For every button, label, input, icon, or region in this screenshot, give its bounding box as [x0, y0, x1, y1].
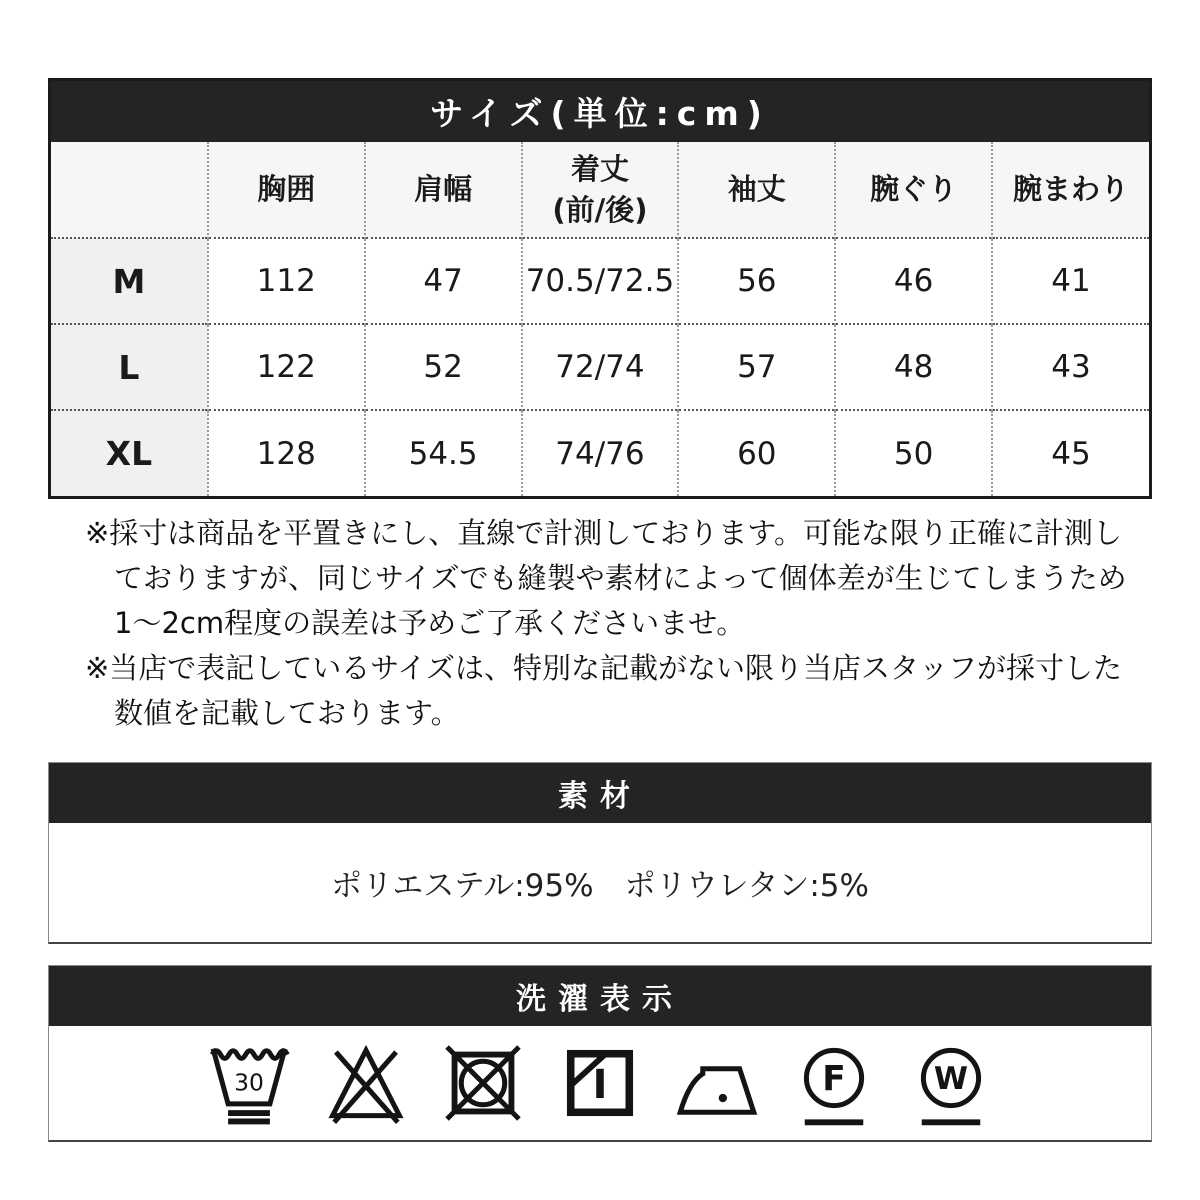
cell-m-shoulder: 47	[365, 238, 522, 324]
size-table-header-row	[51, 142, 1149, 238]
note-staff-measured: ※当店で表記しているサイズは、特別な記載がない限り当店スタッフが採寸した数値を記載しております。	[85, 651, 1122, 730]
cell-xl-length: 74/76	[522, 410, 679, 496]
svg-text:30: 30	[234, 1068, 264, 1097]
svg-text:W: W	[933, 1060, 969, 1097]
size-label-xl: XL	[51, 410, 208, 496]
cell-l-armhole: 48	[835, 324, 992, 410]
note-measurement-method: ※採寸は商品を平置きにし、直線で計測しております。可能な限り正確に計測しておりますが、同じサイズでも縫製や素材によって個体差が生じてしまうため1〜2cm程度の誤差は予めご了承くださいませ。	[85, 516, 1127, 640]
cell-xl-armhole: 50	[835, 410, 992, 496]
cell-m-arm-circumference: 41	[992, 238, 1149, 324]
table-row-l	[51, 324, 1149, 410]
col-header-arm-circumference: 腕まわり	[992, 142, 1149, 238]
size-label-m: M	[51, 238, 208, 324]
size-section-title: サイズ(単位:cm)	[51, 81, 1149, 142]
material-section	[48, 762, 1152, 944]
table-row-xl	[51, 410, 1149, 496]
cell-m-chest: 112	[208, 238, 365, 324]
measurement-notes	[48, 511, 1152, 736]
do-not-tumble-dry-icon	[441, 1037, 525, 1129]
cell-l-arm-circumference: 43	[992, 324, 1149, 410]
laundry-icons-row	[49, 1026, 1151, 1140]
col-header-chest: 胸囲	[208, 142, 365, 238]
cell-xl-shoulder: 54.5	[365, 410, 522, 496]
col-header-sleeve: 袖丈	[678, 142, 835, 238]
size-section	[48, 78, 1152, 499]
cell-xl-chest: 128	[208, 410, 365, 496]
wash-30-very-gentle-icon	[207, 1037, 291, 1129]
col-header-armhole: 腕ぐり	[835, 142, 992, 238]
col-header-length: 着丈 (前/後)	[522, 142, 679, 238]
cell-xl-sleeve: 60	[678, 410, 835, 496]
material-section-title: 素材	[49, 763, 1151, 823]
col-header-shoulder: 肩幅	[365, 142, 522, 238]
size-label-l: L	[51, 324, 208, 410]
svg-text:F: F	[822, 1059, 846, 1100]
cell-l-length: 72/74	[522, 324, 679, 410]
laundry-section	[48, 965, 1152, 1142]
dry-clean-f-gentle-icon	[792, 1037, 876, 1129]
cell-m-armhole: 46	[835, 238, 992, 324]
wet-clean-w-gentle-icon	[909, 1037, 993, 1129]
cell-m-sleeve: 56	[678, 238, 835, 324]
hang-dry-in-shade-icon	[558, 1037, 642, 1129]
size-table	[51, 142, 1149, 496]
cell-xl-arm-circumference: 45	[992, 410, 1149, 496]
do-not-bleach-icon	[324, 1037, 408, 1129]
cell-l-shoulder: 52	[365, 324, 522, 410]
iron-low-temp-icon	[675, 1037, 759, 1129]
cell-l-chest: 122	[208, 324, 365, 410]
table-row-m	[51, 238, 1149, 324]
laundry-section-title: 洗濯表示	[49, 966, 1151, 1026]
material-composition: ポリエステル:95% ポリウレタン:5%	[49, 823, 1151, 942]
cell-m-length: 70.5/72.5	[522, 238, 679, 324]
size-spec-page	[48, 0, 1152, 1142]
size-table-corner-cell	[51, 142, 208, 238]
cell-l-sleeve: 57	[678, 324, 835, 410]
